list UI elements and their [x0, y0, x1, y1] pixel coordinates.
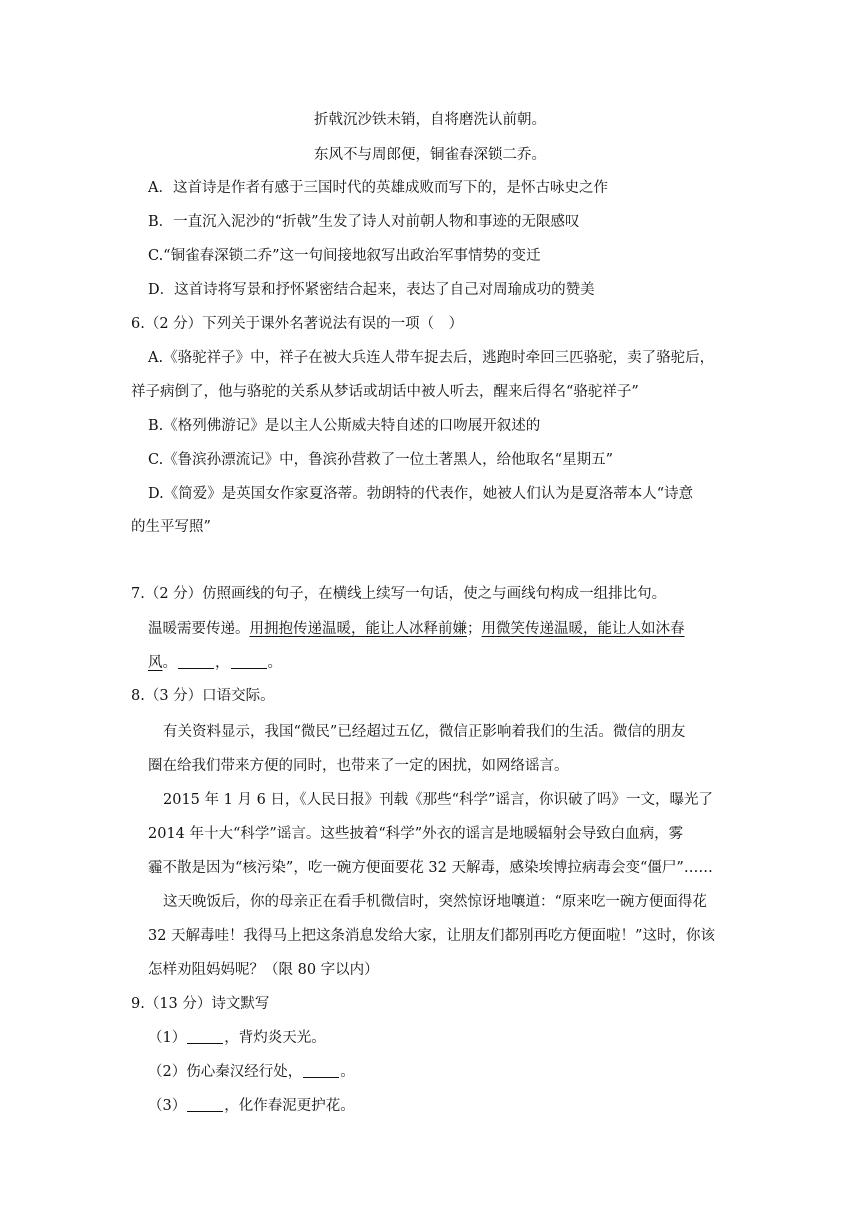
q6-option-a-line2: 祥子病倒了，他与骆驼的关系从梦话或胡话中被人听去，醒来后得名“骆驼祥子” — [131, 384, 639, 400]
q5-option-b: B．一直沉入泥沙的“折戟”生发了诗人对前朝人物和事迹的无限感叹 — [148, 214, 580, 230]
q8-para3-line2: 32 天解毒哇！我得马上把这条消息发给大家，让朋友们都别再吃方便面啦！”这时，你该 — [148, 928, 715, 944]
q6-stem: 6.（2 分）下列关于课外名著说法有误的一项（ ） — [131, 316, 464, 332]
q8-para1-line2: 圈在给我们带来方便的同时，也带来了一定的困扰，如网络谣言。 — [148, 758, 569, 774]
q5-option-d: D．这首诗将写景和抒怀紧密结合起来，表达了自己对周瑜成功的赞美 — [148, 282, 595, 298]
q8-para3-line3: 怎样劝阻妈妈呢？（限 80 字以内） — [148, 962, 379, 978]
q7-sentence-line1 — [148, 619, 685, 639]
q7-underlined-2: 用微笑传递温暖，能让人如沐春 — [481, 621, 685, 637]
q7-sentence-line2: 风。 ， 。 — [148, 655, 282, 671]
q8-stem: 8.（3 分）口语交际。 — [131, 688, 275, 704]
q7-underlined-1: 用拥抱传递温暖，能让人冰释前嫌 — [249, 621, 467, 637]
q9-item-1: （1） ，背灼炎天光。 — [148, 1030, 326, 1046]
q8-para2-line2: 2014 年十大“科学”谣言。这些披着“科学”外衣的谣言是地暖辐射会导致白血病，雾 — [148, 826, 684, 842]
answer-blank[interactable] — [178, 654, 214, 669]
q8-para1-line1: 有关资料显示，我国“微民”已经超过五亿，微信正影响着我们的生活。微信的朋友 — [163, 724, 686, 740]
q6-option-c: C.《鲁滨孙漂流记》中，鲁滨孙营救了一位土著黑人，给他取名“星期五” — [148, 452, 614, 468]
q7-stem: 7.（2 分）仿照画线的句子，在横线上续写一句话，使之与画线句构成一组排比句。 — [131, 586, 667, 602]
q9-item-2: （2）伤心秦汉经行处， 。 — [148, 1064, 355, 1080]
q8-para3-line1: 这天晚饭后，你的母亲正在看手机微信时，突然惊讶地嚷道：“原来吃一碗方便面得花 — [163, 894, 707, 910]
answer-blank[interactable] — [231, 654, 267, 669]
poem-line-2: 东风不与周郎便，铜雀春深锁二乔。 — [314, 147, 546, 163]
answer-blank[interactable] — [187, 1097, 223, 1112]
answer-blank[interactable] — [187, 1029, 223, 1044]
q6-option-b: B.《格列佛游记》是以主人公斯威夫特自述的口吻展开叙述的 — [148, 418, 541, 434]
q6-option-a-line1: A.《骆驼祥子》中，祥子在被大兵连人带车捉去后，逃跑时牵回三匹骆驼，卖了骆驼后， — [148, 350, 715, 366]
q5-option-a: A．这首诗是作者有感于三国时代的英雄成败而写下的，是怀古咏史之作 — [148, 180, 608, 196]
q7-semicolon: ； — [467, 621, 482, 637]
q9-item-3: （3） ，化作春泥更护花。 — [148, 1098, 355, 1114]
q5-option-c: C.“铜雀春深锁二乔”这一句间接地叙写出政治军事情势的变迁 — [148, 248, 541, 264]
q6-option-d-line2: 的生平写照” — [131, 519, 211, 535]
answer-blank[interactable] — [303, 1063, 339, 1078]
q7-prefix: 温暖需要传递。 — [148, 621, 250, 637]
q6-option-d-line1: D.《简爱》是英国女作家夏洛蒂。勃朗特的代表作，她被人们认为是夏洛蒂本人“诗意 — [148, 486, 694, 502]
q8-para2-line1: 2015 年 1 月 6 日，《人民日报》刊载《那些“科学”谣言，你识破了吗》一文，曝光了 — [163, 792, 713, 808]
q8-para2-line3: 霾不散是因为“核污染”，吃一碗方便面要花 32 天解毒，感染埃博拉病毒会变“僵尸”…… — [148, 860, 713, 876]
q7-underlined-3: 风 — [148, 655, 163, 671]
q9-stem: 9.（13 分）诗文默写 — [131, 996, 270, 1012]
poem-line-1: 折戟沉沙铁未销，自将磨洗认前朝。 — [314, 112, 546, 128]
